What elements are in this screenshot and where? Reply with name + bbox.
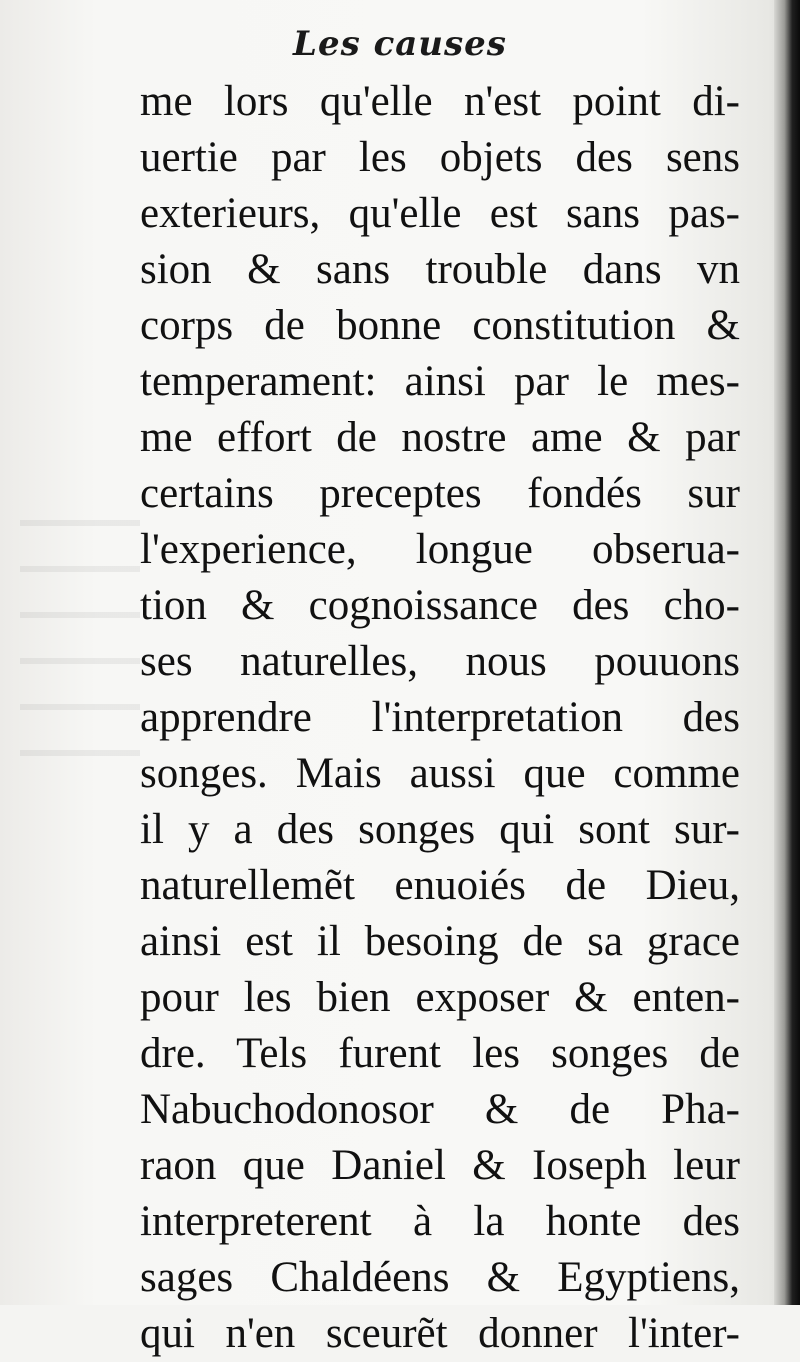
text-line: sion & sans trouble dans vn [140,246,740,293]
text-line: il y a des songes qui sont sur- [140,806,740,853]
text-line: me lors qu'elle n'est point di- [140,78,740,125]
page-edge-shadow [774,0,800,1305]
text-line: certains preceptes fondés sur [140,470,740,517]
text-line: me effort de nostre ame & par [140,414,740,461]
text-line: sages Chaldéens & Egyptiens, [140,1254,740,1301]
text-line: apprendre l'interpretation des [140,694,740,741]
text-line: interpreterent à la honte des [140,1198,740,1245]
text-line: uertie par les objets des sens [140,134,740,181]
text-line: pour les bien exposer & enten- [140,974,740,1021]
text-line: naturellemẽt enuoiés de Dieu, [140,862,740,909]
text-line: raon que Daniel & Ioseph leur [140,1142,740,1189]
text-line: temperament: ainsi par le mes- [140,358,740,405]
text-line: qui n'en sceurẽt donner l'inter- [140,1310,740,1357]
text-line: exterieurs, qu'elle est sans pas- [140,190,740,237]
text-line: Nabuchodonosor & de Pha- [140,1086,740,1133]
text-line: ses naturelles, nous pouuons [140,638,740,685]
text-line: l'experience, longue obserua- [140,526,740,573]
text-line: tion & cognoissance des cho- [140,582,740,629]
body-text [140,74,740,1362]
text-line: corps de bonne constitution & [140,302,740,349]
text-line: ainsi est il besoing de sa grace [140,918,740,965]
text-line: songes. Mais aussi que comme [140,750,740,797]
running-head: Les causes [293,24,507,64]
show-through-bleed [20,520,140,780]
text-line: dre. Tels furent les songes de [140,1030,740,1077]
